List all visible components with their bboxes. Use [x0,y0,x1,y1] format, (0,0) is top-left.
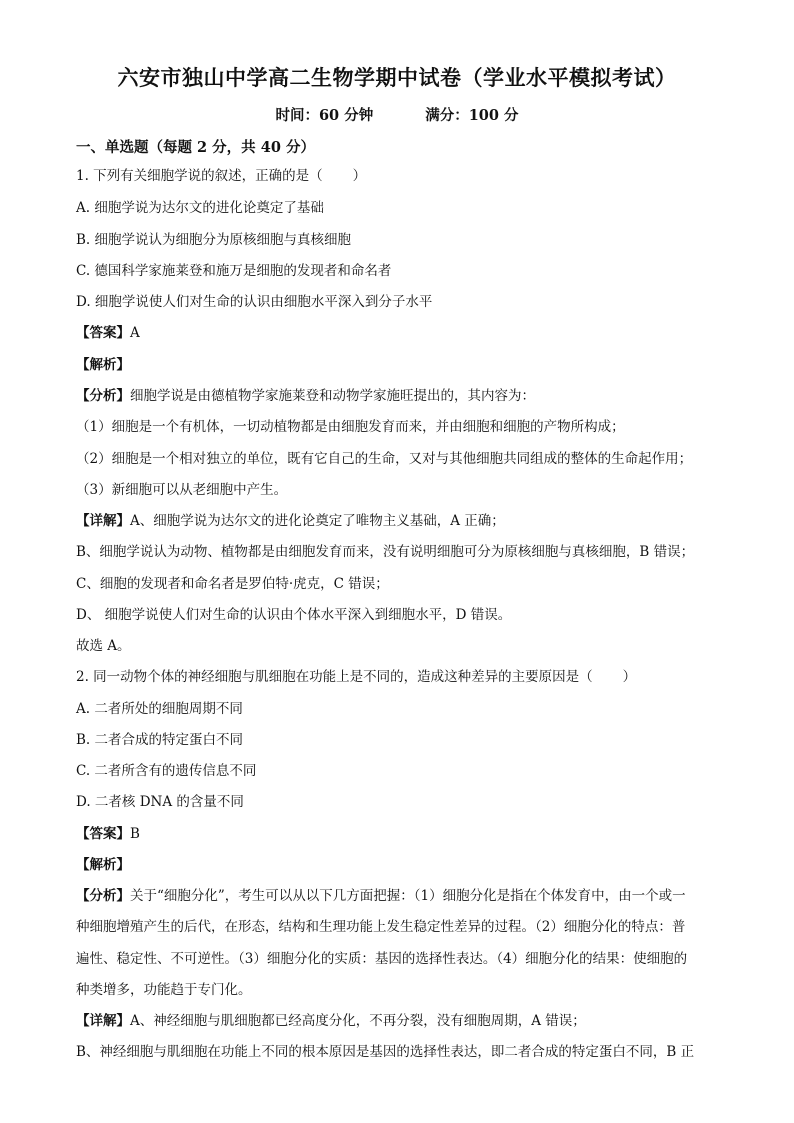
exam-time: 时间：60 分钟 [275,107,374,124]
q1-stem-text: 1. 下列有关细胞学说的叙述，正确的是（ [76,168,323,184]
answer-value: B [130,826,140,842]
detail-text: A、神经细胞与肌细胞都已经高度分化，不再分裂，没有细胞周期，A 错误； [130,1013,586,1029]
doc-title: 六安市独山中学高二生物学期中试卷（学业水平模拟考试） [117,65,677,90]
q1-option-d: D. 细胞学说使人们对生命的认识由细胞水平深入到分子水平 [76,294,433,310]
q1-option-a: A. 细胞学说为达尔文的进化论奠定了基础 [76,200,324,216]
doc-subtitle [0,104,794,125]
q1-detail-c: C、细胞的发现者和命名者是罗伯特·虎克，C 错误； [76,576,389,592]
q1-stem-close: ） [352,168,367,184]
detail-text: A、细胞学说为达尔文的进化论奠定了唯物主义基础，A 正确； [130,513,505,529]
q1-detail-d: D、 细胞学说使人们对生命的认识由个体水平深入到细胞水平，D 错误。 [76,607,512,623]
q1-option-b: B. 细胞学说认为细胞分为原核细胞与真核细胞 [76,232,352,248]
q2-option-b: B. 二者合成的特定蛋白不同 [76,732,244,748]
q1-point-1: （1）细胞是一个有机体，一切动植物都是由细胞发育而来，并由细胞和细胞的产物所构成； [76,419,625,435]
q1-conclusion: 故选 A。 [76,638,131,654]
q2-detail-a [76,1012,586,1030]
q2-analysis-tag: 【解析】 [76,857,130,873]
q1-detail-b: B、细胞学说认为动物、植物都是由细胞发育而来，没有说明细胞可分为原核细胞与真核细胞，B 错误； [76,544,695,560]
answer-tag: 【答案】 [76,325,130,341]
answer-value: A [130,325,140,341]
q2-fenxi-3: 遍性、稳定性、不可逆性。（3）细胞分化的实质：基因的选择性表达。（4）细胞分化的结果：使细胞的 [76,951,688,967]
q2-fenxi-2: 种细胞增殖产生的后代，在形态，结构和生理功能上发生稳定性差异的过程。（2）细胞分化的特点：普 [76,919,686,935]
fenxi-text: 细胞学说是由德植物学家施莱登和动物学家施旺提出的，其内容为： [130,388,535,404]
q1-point-2: （2）细胞是一个相对独立的单位，既有它自己的生命，又对与其他细胞共同组成的整体的生命起作用； [76,451,693,467]
section-heading: 一、单选题（每题 2 分，共 40 分） [76,139,315,156]
q1-point-3: （3）新细胞可以从老细胞中产生。 [76,482,288,498]
q2-option-a: A. 二者所处的细胞周期不同 [76,701,243,717]
q2-fenxi-1 [76,887,686,905]
q2-detail-b: B、神经细胞与肌细胞在功能上不同的根本原因是基因的选择性表达，即二者合成的特定蛋白不同，B 正 [76,1044,695,1060]
q1-answer [76,324,140,342]
q2-option-c: C. 二者所含有的遗传信息不同 [76,763,257,779]
detail-tag: 【详解】 [76,513,130,529]
q1-detail-a [76,512,505,530]
q2-fenxi-4: 种类增多，功能趋于专门化。 [76,982,252,998]
fenxi-tag: 【分析】 [76,888,130,904]
q2-answer [76,825,140,843]
detail-tag: 【详解】 [76,1013,130,1029]
q2-stem-text: 2. 同一动物个体的神经细胞与肌细胞在功能上是不同的，造成这种差异的主要原因是（ [76,669,593,685]
exam-score: 满分：100 分 [425,107,519,124]
q1-fenxi [76,387,535,405]
q1-option-c: C. 德国科学家施莱登和施万是细胞的发现者和命名者 [76,263,392,279]
fenxi-text: 关于“细胞分化”，考生可以从以下几方面把握：（1）细胞分化是指在个体发育中，由一个或一 [130,888,686,904]
q2-stem-close: ） [622,669,637,685]
q2-option-d: D. 二者核 DNA 的含量不同 [76,794,244,810]
q1-stem [76,167,366,185]
q1-analysis-tag: 【解析】 [76,357,130,373]
answer-tag: 【答案】 [76,826,130,842]
q2-stem [76,668,636,686]
fenxi-tag: 【分析】 [76,388,130,404]
